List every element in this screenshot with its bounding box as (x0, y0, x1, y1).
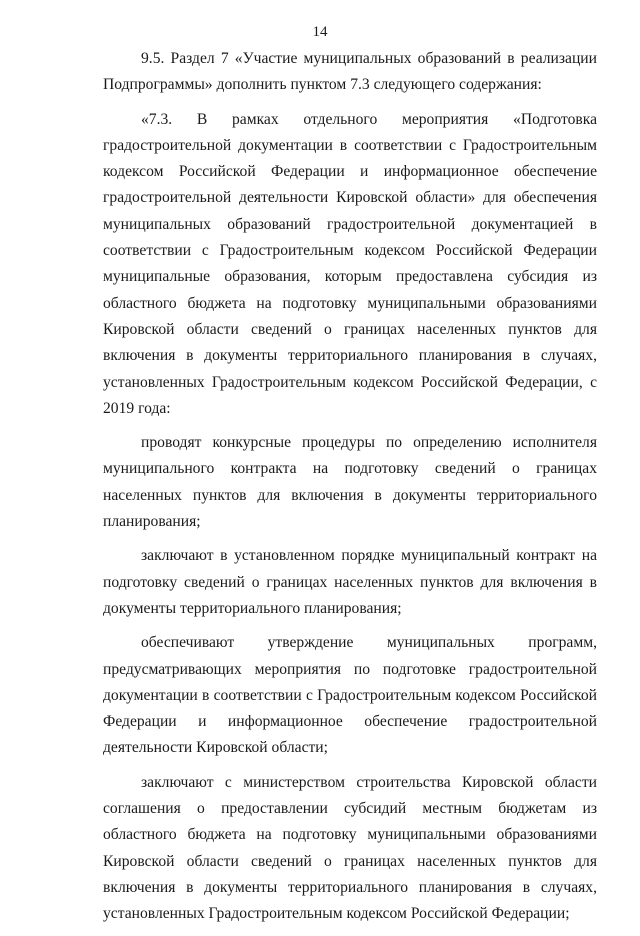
paragraph-section-9-5: 9.5. Раздел 7 «Участие муниципальных образований в реализации Подпрограммы» дополнить пунктом 7.3 следующего содержания: (103, 50, 597, 94)
paragraph-programs: обеспечивают утверждение муниципальных программ, предусматривающих мероприятия по подготовке градостроительной документации в соответствии с Градостроительным кодексом Российской Федерации и информационное обеспечение градостроительной деятельности Кировской области; (103, 634, 597, 757)
paragraph-agreements: заключают с министерством строительства Кировской области соглашения о предоставлении субсидий местным бюджетам из областного бюджета на подготовку муниципальными образованиями Кировской области сведений о границах населенных пунктов для включения в документы территориального планирования в случаях, установленных Градостроительным кодексом Российской Федерации; (103, 773, 597, 923)
paragraph-item-7-3: «7.3. В рамках отдельного мероприятия «Подготовка градостроительной документации в соответствии с Градостроительным кодексом Российской Федерации и информационное обеспечение градостроительной деятельности Кировской области» для обеспечения муниципальных образований градостроительной документацией в соответствии с Градостроительным кодексом Российской Федерации муниципальные образования, которым предоставлена субсидия из областного бюджета на подготовку муниципальными образованиями Кировской области сведений о границах населенных пунктов для включения в документы территориального планирования в случаях, установленных Градостроительным кодексом Российской Федерации, с 2019 года: (103, 110, 597, 417)
document-body (103, 46, 597, 936)
paragraph-contract: заключают в установленном порядке муниципальный контракт на подготовку сведений о границах населенных пунктов для включения в документы территориального планирования; (103, 547, 597, 617)
paragraph-procedures: проводят конкурсные процедуры по определению исполнителя муниципального контракта на подготовку сведений о границах населенных пунктов для включения в документы территориального планирования; (103, 434, 597, 531)
page-number: 14 (312, 24, 328, 40)
